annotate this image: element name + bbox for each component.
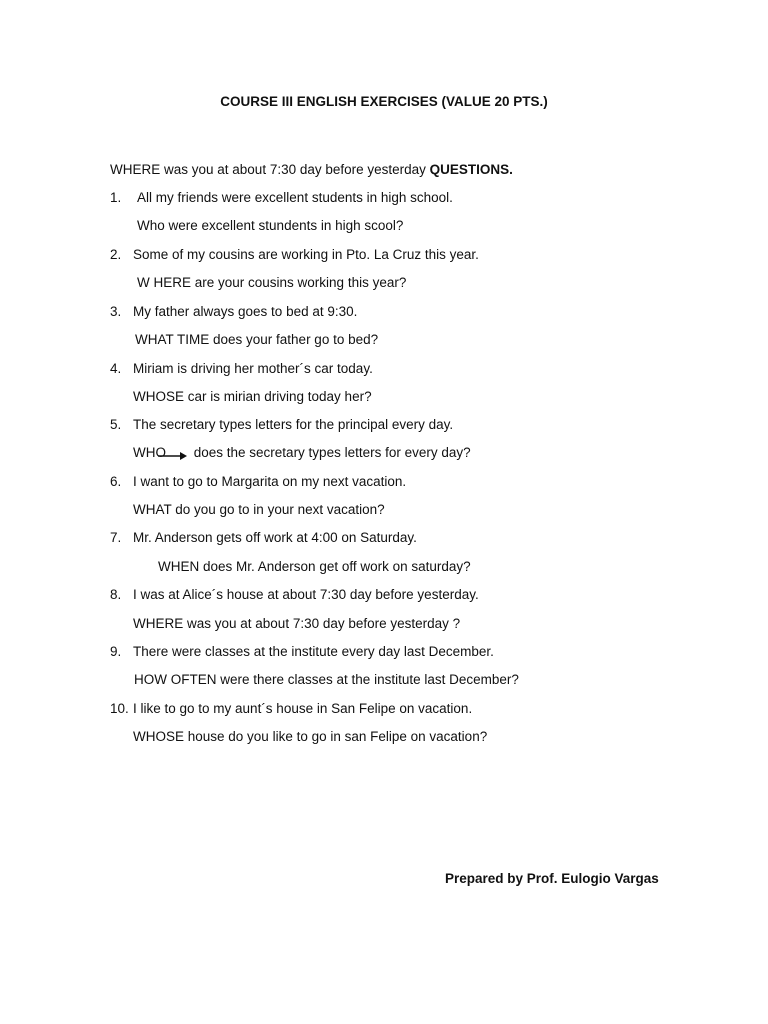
exercise-number: 1. <box>110 190 122 205</box>
exercise-6-statement <box>110 473 406 491</box>
statement-text: All my friends were excellent students in high school. <box>137 190 453 205</box>
statement-text: Some of my cousins are working in Pto. La Cruz this year. <box>133 247 479 262</box>
intro-questions-label: QUESTIONS. <box>429 162 513 177</box>
exercise-number: 2. <box>110 247 122 262</box>
exercise-number: 3. <box>110 304 122 319</box>
exercise-2-question: W HERE are your cousins working this year? <box>137 275 407 290</box>
exercise-9-statement <box>110 643 494 661</box>
exercise-8-statement <box>110 586 479 604</box>
exercise-5-statement <box>110 416 453 434</box>
statement-text: There were classes at the institute every day last December. <box>133 644 494 659</box>
statement-text: Mr. Anderson gets off work at 4:00 on Saturday. <box>133 530 417 545</box>
exercise-number: 6. <box>110 474 122 489</box>
statement-text: I was at Alice´s house at about 7:30 day before yesterday. <box>133 587 479 602</box>
question-rest: does the secretary types letters for every day? <box>190 445 471 460</box>
statement-text: The secretary types letters for the principal every day. <box>133 417 454 432</box>
intro-line <box>110 161 513 179</box>
exercise-10-statement <box>110 700 472 718</box>
statement-text: My father always goes to bed at 9:30. <box>133 304 358 319</box>
exercise-5-question <box>133 444 471 462</box>
exercise-number: 10. <box>110 701 129 716</box>
statement-text: I like to go to my aunt´s house in San Felipe on vacation. <box>133 701 473 716</box>
exercise-number: 7. <box>110 530 122 545</box>
exercise-1-question: Who were excellent stundents in high scool? <box>137 218 404 233</box>
exercise-1-statement <box>110 189 453 207</box>
exercise-4-question: WHOSE car is mirian driving today her? <box>133 389 372 404</box>
exercise-number: 9. <box>110 644 122 659</box>
exercise-number: 5. <box>110 417 122 432</box>
exercise-7-question: WHEN does Mr. Anderson get off work on saturday? <box>158 559 471 574</box>
author-credit: Prepared by Prof. Eulogio Vargas <box>445 871 659 886</box>
statement-text: Miriam is driving her mother´s car today. <box>133 361 373 376</box>
intro-text: WHERE was you at about 7:30 day before yesterday <box>110 162 430 177</box>
question-word: WHO <box>133 445 166 460</box>
exercise-number: 8. <box>110 587 122 602</box>
page-title: COURSE III ENGLISH EXERCISES (VALUE 20 PTS.) <box>220 94 548 109</box>
exercise-3-question: WHAT TIME does your father go to bed? <box>135 332 379 347</box>
statement-text: I want to go to Margarita on my next vacation. <box>133 474 407 489</box>
exercise-8-question: WHERE was you at about 7:30 day before yesterday ? <box>133 616 461 631</box>
exercise-number: 4. <box>110 361 122 376</box>
exercise-10-question: WHOSE house do you like to go in san Felipe on vacation? <box>133 729 488 744</box>
exercise-6-question: WHAT do you go to in your next vacation? <box>133 502 385 517</box>
exercise-3-statement <box>110 303 357 321</box>
exercise-7-statement <box>110 529 417 547</box>
exercise-2-statement <box>110 246 479 264</box>
exercise-4-statement <box>110 360 373 378</box>
exercise-9-question: HOW OFTEN were there classes at the institute last December? <box>134 672 519 687</box>
